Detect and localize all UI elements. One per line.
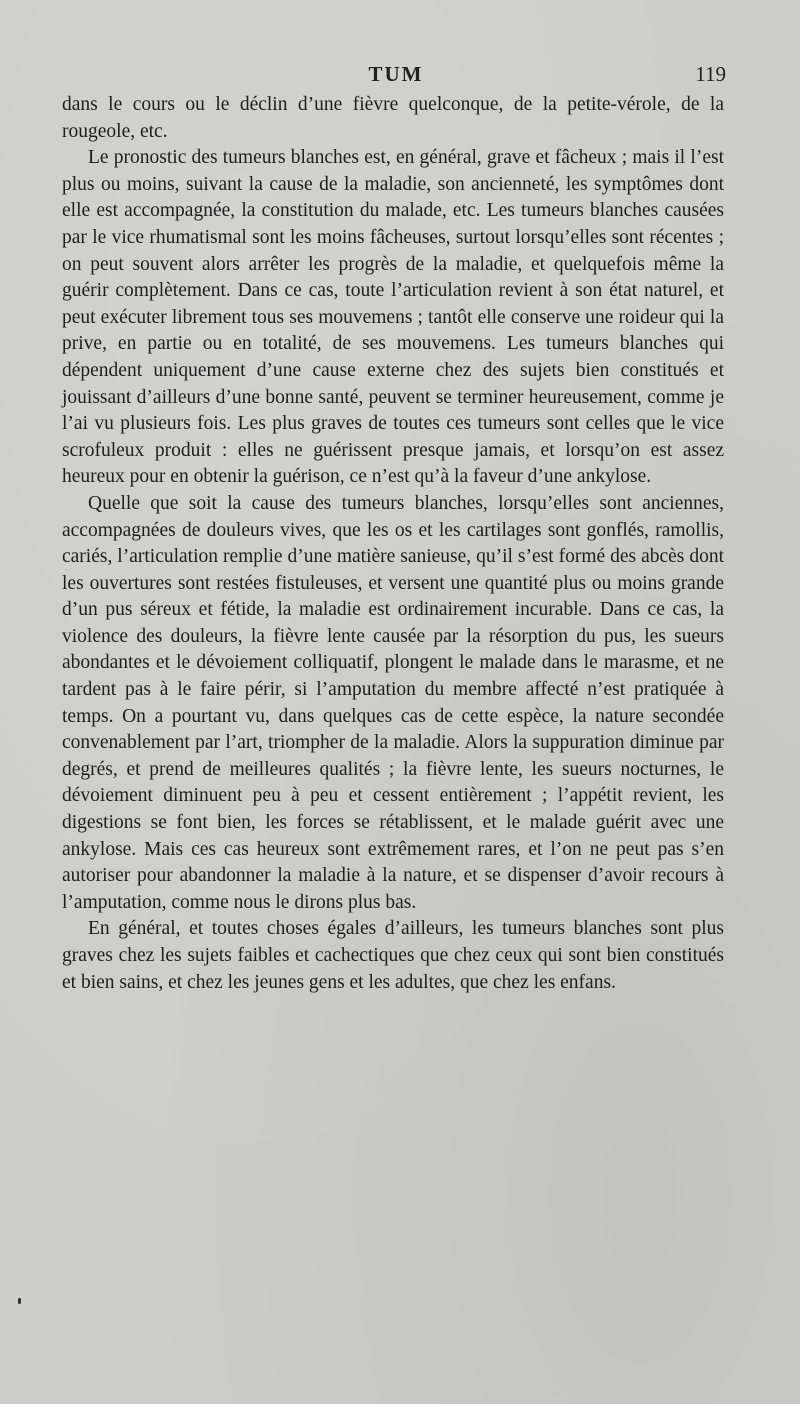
running-head: TUM xyxy=(368,62,424,86)
paragraph-incurable: Quelle que soit la cause des tumeurs blanches, lorsqu’elles sont anciennes, accompagnées de douleurs vives, que les os et les cartilages sont gonflés, ramollis, cariés, l’articulation remplie d’une matière sanieuse, qu’il s’est formé des abcès dont les ouvertures sont restées fistuleuses, et versent une quantité plus ou moins grande d’un pus séreux et fétide, la maladie est ordinairement incurable. Dans ce cas, la violence des douleurs, la fièvre lente causée par la résorption du pus, les sueurs abondantes et le dévoiement colliquatif, plongent le malade dans le marasme, et ne tardent pas à le faire périr, si l’amputation du membre affecté n’est pratiquée à temps. On a pourtant vu, dans quelques cas de cette espèce, la nature secondée convenablement par l’art, triompher de la maladie. Alors la suppuration diminue par degrés, et prend de meilleures qualités ; la fièvre lente, les sueurs nocturnes, le dévoiement diminuent peu à peu et cessent entièrement ; l’appétit revient, les digestions se font bien, les forces se rétablissent, et le malade guérit avec une ankylose. Mais ces cas heureux sont extrêmement rares, et l’on ne peut pas s’en autoriser pour abandonner la maladie à la nature, et se dispenser d’avoir recours à l’amputation, comme nous le dirons plus bas. xyxy=(62,492,724,913)
page-header xyxy=(62,62,730,92)
paragraph-general: En général, et toutes choses égales d’ailleurs, les tumeurs blanches sont plus graves chez les sujets faibles et cachectiques que chez ceux qui sont bien constitués et bien sains, et chez les jeunes gens et les adultes, que chez les enfans. xyxy=(62,918,724,993)
ink-speck xyxy=(18,1298,21,1304)
body-text xyxy=(62,92,724,996)
paragraph-continuation: dans le cours ou le déclin d’une fièvre quelconque, de la petite-vérole, de la rougeole, etc. xyxy=(62,94,724,142)
page-number: 119 xyxy=(695,62,726,86)
paragraph-pronostic: Le pronostic des tumeurs blanches est, en général, grave et fâcheux ; mais il l’est plus ou moins, suivant la cause de la maladie, son ancienneté, les symptômes dont elle est accompagnée, la constitution du malade, etc. Les tumeurs blanches causées par le vice rhumatismal sont les moins fâcheuses, surtout lorsqu’elles sont récentes ; on peut souvent alors arrêter les progrès de la maladie, et quelquefois même la guérir complètement. Dans ce cas, toute l’articulation revient à son état naturel, et peut exécuter librement tous ses mouvemens ; tantôt elle conserve une roideur qui la prive, en partie ou en totalité, de ses mouvemens. Les tumeurs blanches qui dépendent uniquement d’une cause externe chez des sujets bien constitués et jouissant d’ailleurs d’une bonne santé, peuvent se terminer heureusement, comme je l’ai vu plusieurs fois. Les plus graves de toutes ces tumeurs sont celles que le vice scrofuleux produit : elles ne guérissent presque jamais, et lorsqu’on est assez heureux pour en obtenir la guérison, ce n’est qu’à la faveur d’une ankylose. xyxy=(62,147,724,488)
